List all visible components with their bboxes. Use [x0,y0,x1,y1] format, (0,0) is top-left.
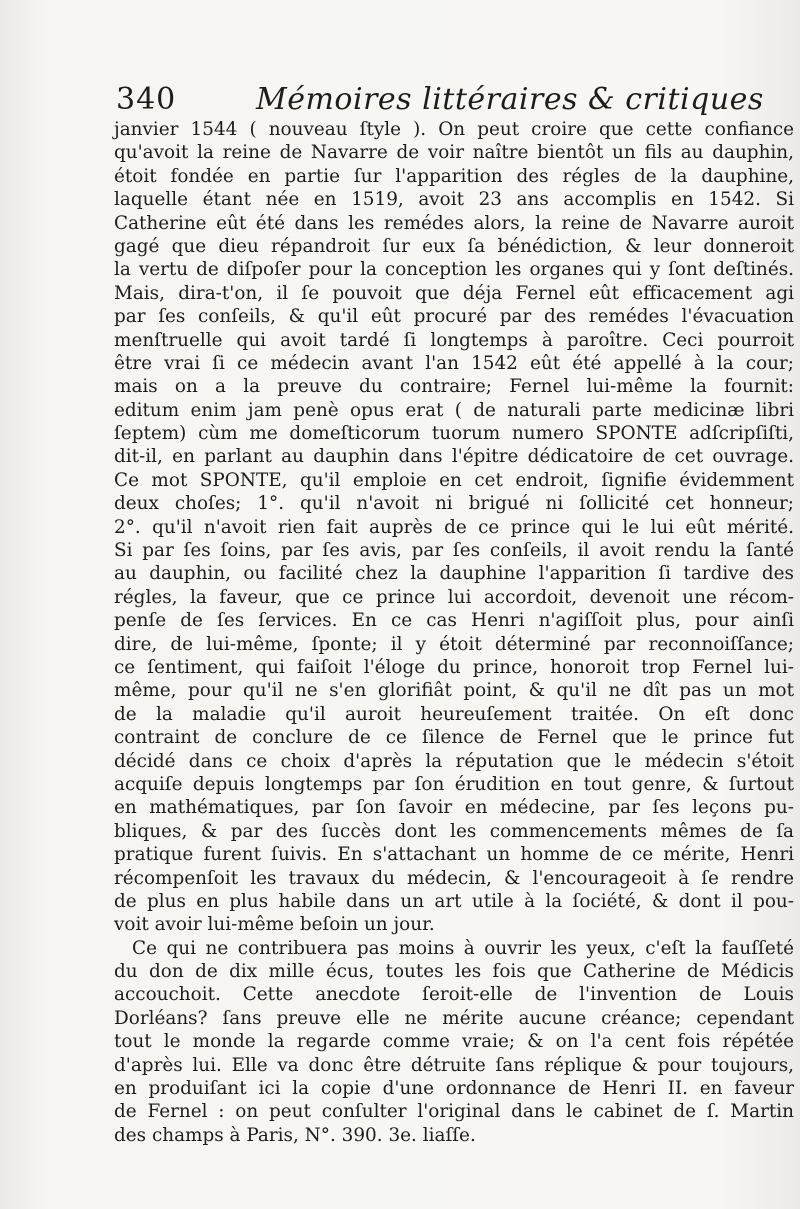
text-line: la vertu de diſpoſer pour la conception les organes qui y ſont deſtinés. [114,259,794,281]
text-line: des champs à Paris, N°. 390. 3e. liaſſe. [114,1124,476,1146]
text-line: contraint de conclure de ce ſilence de Fernel que le prince fut [114,727,794,749]
text-line: étoit fondée en partie ſur l'apparition des régles de la dauphine, [114,165,794,187]
text-line: mais on a la preuve du contraire; Fernel lui-même la fournit: [114,376,794,398]
body-text [114,118,794,1147]
text-line: du don de dix mille écus, toutes les fois que Catherine de Médicis [114,961,794,983]
text-line: Si par ſes ſoins, par ſes avis, par ſes conſeils, il avoit rendu la ſanté [114,540,794,562]
text-line: dit-il, en parlant au dauphin dans l'épitre dédicatoire de cet ouvrage. [114,446,794,468]
text-line: qu'avoit la reine de Navarre de voir naître bientôt un fils au dauphin, [114,142,794,164]
text-line: Catherine eût été dans les remédes alors, la reine de Navarre auroit [114,212,794,234]
text-line: même, pour qu'il ne s'en glorifiât point, & qu'il ne dît pas un mot [114,680,794,702]
paragraph [114,118,794,937]
text-line: d'après lui. Elle va donc être détruite ſans réplique & pour toujours, [114,1054,794,1076]
page-number: 340 [116,82,177,117]
text-line: de la maladie qu'il auroit heureuſement traitée. On eſt donc [114,703,794,725]
text-line: décidé dans ce choix d'après la réputation que le médecin s'étoit [114,750,794,772]
text-line: Dorléans? ſans preuve elle ne mérite aucune créance; cependant [114,1007,794,1029]
text-line: bliques, & par des ſuccès dont les commencements mêmes de ſa [114,820,794,842]
text-line: régles, la faveur, que ce prince lui accordoit, devenoit une récom- [114,586,794,608]
text-line: Ce qui ne contribuera pas moins à ouvrir les yeux, c'eſt la fauſſeté [132,937,794,959]
running-title: Mémoires littéraires & critiques [256,82,764,117]
text-line: ce ſentiment, qui faiſoit l'éloge du prince, honoroit trop Fernel lui- [114,656,794,678]
text-line: gagé que dieu répandroit ſur eux ſa bénédiction, & leur donneroit [114,235,794,257]
text-line: pratique furent ſuivis. En s'attachant un homme de ce mérite, Henri [114,844,794,866]
text-line: en mathématiques, par ſon ſavoir en médecine, par ſes leçons pu- [114,797,794,819]
text-line: au dauphin, ou facilité chez la dauphine l'apparition ſi tardive des [114,563,794,585]
text-line: menſtruelle qui avoit tardé ſi longtemps à paroître. Ceci pourroit [114,329,794,351]
text-line: récompenſoit les travaux du médecin, & l'encourageoit à ſe rendre [114,867,794,889]
text-line: 2°. qu'il n'avoit rien fait auprès de ce prince qui le lui eût mérité. [114,516,794,538]
text-line: être vrai ſi ce médecin avant l'an 1542 eût été appellé à la cour; [114,352,794,374]
text-line: ſeptem) cùm me domeſticorum tuorum numero SPONTE adſcripſiſti, [114,423,794,445]
text-line: janvier 1544 ( nouveau ſtyle ). On peut croire que cette confiance [114,119,794,140]
text-line: Ce mot SPONTE, qu'il emploie en cet endroit, ſignifie évidemment [114,469,794,491]
text-line: laquelle étant née en 1519, avoit 23 ans accomplis en 1542. Si [114,189,794,211]
text-line: voit avoir lui-même beſoin un jour. [114,914,435,936]
text-line: de Fernel : on peut conſulter l'original dans le cabinet de ſ. Martin [114,1101,794,1123]
text-line: acquiſe depuis longtemps par ſon érudition en tout genre, & ſurtout [114,773,794,795]
text-line: penſe de ſes ſervices. En ce cas Henri n'agiſſoit plus, pour ainſi [114,610,794,632]
text-line: Mais, dira-t'on, il ſe pouvoit que déja Fernel eût efficacement agi [114,282,794,304]
text-line: de plus en plus habile dans un art utile à la ſociété, & dont il pou- [114,890,794,912]
paragraph [114,937,794,1148]
text-line: en produiſant ici la copie d'une ordonnance de Henri II. en faveur [114,1078,794,1100]
text-line: editum enim jam penè opus erat ( de naturali parte medicinæ libri [114,399,794,421]
text-line: tout le monde la regarde comme vraie; & on l'a cent fois répétée [114,1031,794,1053]
running-head [116,78,776,122]
text-line: dire, de lui-même, ſponte; il y étoit déterminé par reconnoiſſance; [114,633,794,655]
text-line: par ſes conſeils, & qu'il eût procuré par des remédes l'évacuation [114,306,794,328]
text-line: accouchoit. Cette anecdote ſeroit-elle de l'invention de Louis [114,984,794,1006]
text-line: deux choſes; 1°. qu'il n'avoit ni brigué ni ſollicité cet honneur; [114,493,794,515]
